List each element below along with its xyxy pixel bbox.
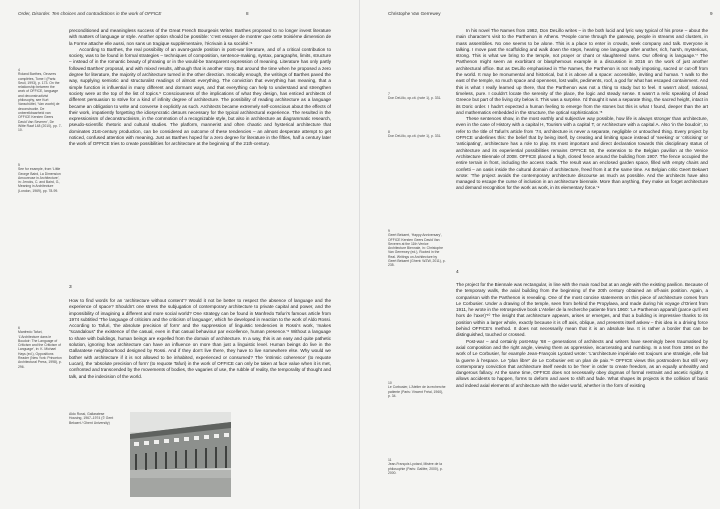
paragraph: In his novel The Names from 1982, Don DeLillo writes – in the both lucid and lyric way typical of his prose – about the main character’s visit to the Parthenon in Athens. ‘People come through the gateway, people in streams and clusters, in mass assemblies. No one seems to be alone. This is a place to enter in crowds, seek company and talk. Everyone is talking. I move past the scaffolding and walk down the steps, hearing one language after another, rich, harsh, mysterious, strong. This is what we bring to the temple, not prayer or chant or slaughtered rams. Our offering is language.’⁷ The Parthenon might seem an exorbitant or blasphemous example in a discussion in 2016 on the work of just another architectural office. But as DeLillo emphasised in The Names, the Parthenon is not really imposing, sacred or cut-off from the world. It may be monumental and historical, but it is above all a space: accessible, inviting and human. ‘I walk to the east of the temple, so much space and openness, lost walls, pediments, roof, a god for what has escaped containment. And this is what I really learned up there, that the Parthenon was not a thing to study but to feel. It wasn’t aloof, rational, timeless, pure. I couldn’t locate the serenity of the place, the logic and steady sense. It wasn’t a relic speaking of dead Greece but part of the living city below it. This was a surprise. I’d thought it was a separate thing, the sacred height, intact in its Doric order. I hadn’t expected a human feeling to emerge from the stones but this is what I found, deeper than the art and mathematics embedded in the structure, the optical sophistication.’⁸ [456,28,708,115]
figure-caption: Aldo Rossi, Gallaratese Housing, 1967–1974 (© Gent Bekaert / Ghent University) [69,412,114,425]
footnote [18,326,62,392]
footnote-number: 7 [388,92,390,96]
footnote-number: 10 [388,381,392,385]
footnote-text: Don DeLillo, op.cit. (note 1), p. 331. [388,134,442,139]
footnote-text: Roland Barthes, Oeuvres complètes, Tome I (Paris: Seuil, 1993), p. 173. On the relationship between the work of OFFICE, language and deconstructivist philosophy, see Kurt Vanschüttel, ‘Van voorbij de deconstructie. De onbereikbaarheid van OFFICE Kersten Geers David Van Severen’, De Witte Raaf 148 (2010), pp. 7-10. [18,72,62,133]
paragraph: preconditioned and meaningless success of the Great French Bourgeois Writer. Barthes proposed to no longer invest literature with matters of language or style. Another option should be possible: ‘c’est essayer de montrer que cette troisième dimension de la Forme attache elle aussi, non sans un tragique supplémentaire, l’écrivain à sa société.’⁴ [69,28,331,46]
footnote [388,381,446,403]
section-number: 4 [456,270,459,275]
body-text-bottom [456,282,708,504]
footnote-number: 11 [388,458,392,462]
body-text-top [456,28,708,270]
paragraph: How to find words for an ‘architecture without content’? Would it not be better to respect the absence of language and the experience of space? Shouldn’t one stress the subjugation of contemporary architecture to private capital and power, and the impossibility of imagining a different and more social world? One strategy can be found in Manfredo Tafuri’s famous article from 1974 subtitled ‘The language of criticism and the criticism of language’, which he developed in reaction to the work of Aldo Rossi. According to Tafuri, ‘the absolute precision of form’ and the suppression of linguistic tendencies in Rossi’s work, ‘makes “scandalous” the existence of the casual, even in that casual behaviour par excellence, human presence.’⁶ Without a language to share with buildings, human beings are expelled from the domain of architecture. In a way, this is an easy and quite pathetic solution, ignoring how architecture can have an influence on more than just a linguistic level. Human beings do live in the Gallaratese neighbourhood designed by Rossi. And if they don’t live there, they have to live somewhere else. Why would we bother with architecture if it is not allowed to be inhabited, experienced or consumed? The ‘intrinsic coherence’ (to requote Lucan), the ‘absolute precision of form’ (to requote Tafuri) in the work of OFFICE can only be taken at face value when it is met, confronted and transcended by the movements of bodies, the vagaries of use, the rubble of reality, the temporality of thought and talk, and the indecision of the world. [69,298,331,379]
section-number: 3 [69,285,72,290]
body-text-bottom [69,298,331,406]
footnote-text: Jean-François Lyotard, Misère de la philosophie (Paris: Galilée, 2000), p. 2000. [388,462,443,475]
paragraph: According to Barthes, the real possibility of an avant-garde position in post-war literature, and of a critical contribution to society, was to be found in formal strategies – techniques of composition, sentence-making, syntax, paragraphs, limits, structure – instead of in the romantic beauty of phrasing or in the would-be transparent expression of meaning. Literature has only partly followed Barthes’ proposal, and with mixed results, although that is another story. But around the time when he proposed a zero degree for literature, the majority of architecture turned in the other direction. Ironically enough, the writings of Barthes paved the way, supplying semiotic and structuralist readings of almost everything. The conviction that everything has meaning, that a simple function is influential in many different and dormant ways, and that everything can help to understand and strengthen society were at the top of the list of topics.⁵ Consciousness of the implications of what they design, has enticed architects of different persuasion to strive for a kind of infinity degree of architecture. The possibility of reading architecture as a language became an obligation to write and converse it explicitly as such. Architects became extremely self-conscious about the effects of their work, impatiently forgetting the idiosyncratic detours necessary for the typical architectural experience. The resulted in the expressionism of deconstructivism, in the commotion of a recognizable style, but also in architecture as diagrammatic research, pseudo-scientific rhetoric and cultural studies. The platform, mannerist and often chaotic and hysterical architecture that dominates 21st-century production, can be considered an outcome of these tendencies – an almost desperate attempt to get noticed, confused attention with meaning. Just as Barthes hoped for a zero degree for literature in the fifties, half a century later the work of OFFICE tries to create possibilities for architecture at the beginning of the 21th-century. [69,46,331,147]
paragraph: These sentences show, in the most earthly and subjective way possible, how life is always stronger than architecture, even in the case of History with a capital H, Tourism with a capital T, or Architecture with a capital A. Also ‘in the boudoir’, to refer to the title of Tafuri’s article from ’74, architecture is never a separate, negligible or untouched thing. Every project by OFFICE underlines this: the belief that by being itself, by creating and limiting space instead of ‘seeking’ or ‘criticising’ or ‘anticipating’, architecture has a role to play. Its most important and direct declaration towards this disciplinary status of architecture and its experiential possibilities remains OFFICE 50, the extension to the Belgian pavilion at the Venice Architecture Biennale of 2008. OFFICE placed a high, closed fence around the building from 1907. The fence occupied the entire terrain in front, including the access roads. The result was an enclosed garden space, filled with empty chairs and confetti – an oasis inside the cultural domain of architecture, freed from it at the same time. As Belgian critic Geert Bekaert wrote: ‘The project avoids the contemporary architecture discourse as much as possible. And the architects have also managed to escape the curse of inclusion in an architecture biennale. More than anything, they make us forget architecture and demand recognition for the work as work, in its elementary force.’⁹ [456,116,708,191]
page-number: 8 [246,11,249,16]
page-number: 9 [710,11,713,16]
footnote [388,130,446,143]
paragraph: The project for the Biennale was rectangular, in line with the main road but at an angle with the existing pavilion. Because of the temporary walls, the axial building from the beginning of the 20th century obtained an off-axis position. Again, a comparison with the Parthenon is revealing. One of the most concise statements on this piece of architecture comes from Le Corbusier. Under a drawing of the temple, seen from behind the Propylaea, and made during his voyage d’Orient from 1911, he wrote in the retrospective book L’Atelier de la recherche patiente from 1960: ‘Le Parthenon apparaît (parce qu’il est hors de l’axe!)’¹⁰ The insight that architecture appears, arises or emerges, and that a building is impressive thanks to its position within a larger whole, exactly because it is off axis, oblique, and presents itself askew – this idea is a driving force behind OFFICE’s method. It does not necessarily mean that it is an absolute law. It is rather a border that can be distinguished, touched or crossed. [456,282,708,338]
footnote [388,92,446,105]
footnote-number: 8 [388,130,390,134]
running-head: Christophe Van Gerrewey [388,11,441,16]
footnote-number: 6 [18,326,20,330]
footnote [18,163,62,205]
footnote [18,68,62,136]
footnote-text: See for example, from ‘Little George Baird, La Dimension Amoureuse in Architecture’, in: Jencks, C. and Baird, G., Meaning in Architecture (London, 1969), pp. 78-99. [18,167,61,193]
running-head: Order, Disorder. Ten choices and contradictions in the work of OFFICE [18,11,162,16]
footnote-number: 4 [18,68,20,72]
footnote-number: 5 [18,163,20,167]
right-page [360,0,720,509]
housing-photo-image [130,412,231,497]
footnote-text: Geert Bekaert, ‘Happy Anniversary’, OFFICE Kersten Geers David Van Severen at the 11th Venice Architecture Biennale, in: Christophe Van Gerrewey (ed.), Rooted in the Real. Writings on Architecture by Geert Bekaert (Ghent: WZW, 2011), p. 235. [388,233,446,268]
footnote-number: 9 [388,229,390,233]
footnote-text: Don DeLillo, op.cit. (note 1), p. 331. [388,96,442,101]
body-text-top [69,28,331,278]
footnote-text: Manfredo Tafuri, ‘L’Architecture dans le Boudoir: The Language of Criticism and the Criticism of Language’, in: K. Michael Hays (ed.), Oppositions Reader (New York: Princeton Architectural Press, 1998), p. 296. [18,330,62,369]
footnote [388,229,446,309]
figure-photo [130,412,231,497]
paragraph: Post-war – and certainly post-May ’68 – generations of architects and writers have seemingly been traumatised by axial composition and the right angle, viewing them as oppressive, incarcerating and numbing. In a text from 1994 on the work of Le Corbusier, for example Jean-François Lyotard wrote: ‘L’architecture impériale est toujours une stratégie, elle fait la guerre à l’espace. Le “plan libre” de Le Corbusier est un plan de paix.’¹¹ OFFICE views this postmodern but still very contemporary conviction that architecture itself needs to be ‘free’ in order to create freedom, as an equally unhealthy and dangerous fallacy. At the same time, OFFICE does not necessarily obey dogmas of formal restraint and ascetic rigidity. It allows accidents to happen, forms to deform and axes to shift and fade. What shapes its projects is the collision of basic and indeed axial elements of architecture with the wider world, whether in the form of existing [456,338,708,388]
footnote [388,458,446,480]
footnote-text: Le Corbusier, L’Atelier de la recherche patiente (Paris: Vincent Fréal, 1960), p. 34. [388,385,446,398]
